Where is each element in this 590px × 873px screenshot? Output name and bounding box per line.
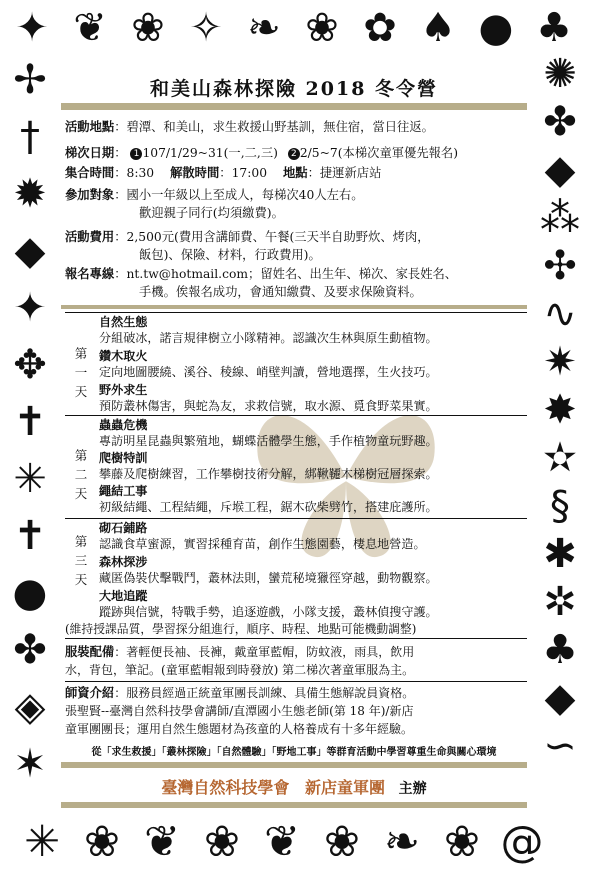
participants-line2: 歡迎親子同行(均須繳費)。 (139, 206, 284, 220)
location-row: 活動地點：碧潭、和美山，求生救援山野基訓，無住宿，當日往返。 (65, 120, 434, 134)
activity: 森林探涉 藏匿偽裝伏擊戰鬥，叢林法則，蠻荒秘境獵徑穿越，動物觀察。 (99, 555, 438, 585)
cricket-icon: ✲ (543, 579, 577, 625)
participants-line1: 國小一年級以上至成人，每梯次40人左右。 (126, 188, 364, 202)
day-label: 第 二 天 (74, 448, 88, 501)
mantis-icon: ✣ (543, 243, 577, 289)
spider-icon: ✳ (23, 816, 61, 867)
activity: 砌石鋪路 認識食草蜜源，實習採種育苗，創作生態園藝，棲息地營造。 (99, 521, 426, 551)
fee-line1: 2,500元(費用含講師費、午餐(三天半自助野炊、烤肉， (126, 230, 430, 244)
termite-icon: ✱ (543, 531, 577, 577)
leafhopper-icon: ✫ (543, 435, 577, 481)
frog-icon: ♣ (542, 627, 578, 673)
dates-value-1: 107/1/29~31(一,二,三) (142, 146, 278, 160)
flea-icon: ✺ (543, 51, 577, 97)
fee-row: 活動費用：2,500元(費用含講師費、午餐(三天半自助野炊、烤肉， 飯包)、保險、材料，行政費用)。 (65, 230, 430, 262)
cockroach-icon: ✥ (13, 342, 47, 388)
participants-label: 參加對象 (65, 188, 115, 202)
signup-row: 報名專線：nt.tw@hotmail.com；留姓名、出生年、梯次、家長姓名、 手機。俟報名成功，會通知繳費、及要求保險資料。 (65, 267, 458, 299)
activity: 大地追蹤 蹤跡與信號，特戰手勢，追逐遊戲，小隊支援，叢林偵搜守護。 (99, 589, 438, 619)
organizer-host: 主辦 (398, 781, 427, 797)
ladybug-icon: ● (12, 570, 48, 616)
mosquito-icon: ✢ (13, 57, 47, 103)
plant-icon: ❦ (73, 5, 107, 51)
divider (61, 103, 527, 110)
dragonfly-icon: ✝ (13, 399, 47, 445)
ant-icon: ⁂ (540, 195, 580, 241)
pinecone-icon: ♣ (536, 5, 572, 51)
beetle-icon: ◆ (544, 675, 576, 721)
grasshopper-icon: ✤ (543, 99, 577, 145)
schedule-divider (65, 312, 527, 313)
mushroom-icon: ♠ (420, 5, 456, 51)
fern-icon: ❦ (263, 816, 301, 867)
activity: 爬樹特訓 攀藤及爬樹練習，工作攀樹技術分解，綁鞦韆木梯樹冠層探索。 (99, 451, 438, 481)
gather-time-value: 8:30 (126, 166, 155, 180)
divider (61, 802, 527, 808)
schedule-divider (65, 638, 527, 639)
participants-row: 參加對象：國小一年級以上至成人，每梯次40人左右。 歡迎親子同行(均須繳費)。 (65, 188, 364, 220)
leaf-icon: ❧ (383, 816, 421, 867)
organizer-2: 新店童軍團 (305, 778, 386, 797)
flower-icon: ❀ (323, 816, 361, 867)
caterpillar-icon: ∿ (543, 291, 577, 337)
instructor-line2: 張聖賢--臺灣自然科技學會講師/直潭國小生態老師(第 18 年)/新店 (65, 704, 414, 718)
bullet-1: 1 (130, 148, 142, 160)
equipment-label: 服裝配備 (65, 645, 115, 659)
instructor-line3: 童軍團團長；運用自然生態題材為孩童的人格養成有十多年經驗。 (65, 722, 414, 736)
organizer-1: 臺灣自然科技學會 (161, 778, 290, 797)
instructor-label: 師資介紹 (65, 686, 115, 700)
day-label: 第 一 天 (74, 346, 88, 399)
times-row: 集合時間：8:30 解散時間：17:00 地點：捷運新店站 (65, 166, 382, 180)
footer-note: 從「求生救援」「叢林探險」「自然體驗」「野地工事」等群育活動中學習尊重生命與關心環境 (91, 747, 497, 758)
plant-icon: ❦ (143, 816, 181, 867)
divider (61, 762, 527, 768)
dragonfly-icon: ✝ (13, 513, 47, 559)
snake-icon: § (550, 483, 570, 529)
flower-icon: ❀ (131, 5, 165, 51)
equipment-row: 服裝配備：著輕便長袖、長褲，戴童軍藍帽，防蚊液，雨具，飲用 水，背包，筆記。(童軍藍帽報到時發放) 第二梯次著童軍服為主。 (65, 645, 415, 677)
schedule-note: (維持授課品質，學習探分組進行，順序、時程、地點可能機動調整) (65, 622, 417, 636)
cicada-icon: ✷ (543, 339, 577, 385)
schedule-divider (65, 415, 527, 416)
activity: 繩結工事 初級結繩、工程結繩，斥堠工程，鋸木砍柴劈竹，搭建庇護所。 (99, 484, 438, 514)
signup-label: 報名專線 (65, 267, 115, 281)
dates-row: 梯次日期： 1 107/1/29~31(一,二,三) 2 2/5~7(本梯次童軍優先報名) (65, 146, 459, 160)
schedule-divider (65, 681, 527, 682)
gather-time-label: 集合時間 (65, 166, 115, 180)
beetle-icon: ◆ (544, 147, 576, 193)
spider-icon: ✳ (13, 456, 47, 502)
bug-icon: ✶ (13, 741, 47, 787)
butterfly-icon: ✦ (15, 5, 49, 51)
location-label: 活動地點 (65, 120, 115, 134)
dismiss-time-label: 解散時間 (170, 166, 220, 180)
activity: 蟲蟲危機 專訪明星昆蟲與繁殖地，蝴蝶活體學生態，手作植物童玩野趣。 (99, 418, 438, 448)
page-title: 和美山森林探險 2018 冬令營 (149, 78, 439, 100)
signup-line2: 手機。俟報名成功，會通知繳費、及要求保險資料。 (139, 285, 422, 299)
divider (61, 305, 527, 309)
larva-icon: ∽ (543, 723, 577, 769)
butterfly-icon: ✦ (13, 285, 47, 331)
activity: 野外求生 預防叢林傷害，與蛇為友，求救信號，取水源、覓食野菜果實。 (99, 383, 438, 413)
activity: 鑽木取火 定向地圖腰繞、溪谷、稜線、峭壁判讀，營地選擇，生火技巧。 (99, 349, 438, 379)
place-value: 捷運新店站 (319, 166, 382, 180)
flower-icon: ❀ (443, 816, 481, 867)
instructor-line1: 服務員經過正統童軍團長訓練、具備生態解說員資格。 (126, 686, 415, 700)
dates-label: 梯次日期 (65, 146, 115, 160)
organizer-line (61, 775, 527, 798)
signup-line1: nt.tw@hotmail.com；留姓名、出生年、梯次、家長姓名、 (126, 267, 458, 281)
place-label: 地點 (282, 166, 308, 180)
location-value: 碧潭、和美山，求生救援山野基訓，無住宿，當日往返。 (126, 120, 434, 134)
equipment-line1: 著輕便長袖、長褲，戴童軍藍帽，防蚊液，雨具，飲用 (126, 645, 415, 659)
bullet-2: 2 (288, 148, 300, 160)
grasshopper-icon: ✤ (13, 627, 47, 673)
activity: 自然生態 分組破冰，諾言規律樹立小隊精神。認識次生林與原生動植物。 (99, 315, 438, 345)
day-label: 第 三 天 (74, 534, 88, 587)
beetle-icon: ◆ (14, 228, 46, 274)
weevil-icon: ◈ (14, 684, 46, 730)
bee-icon: ✹ (13, 171, 47, 217)
grass-icon: ✧ (189, 5, 223, 51)
snail-icon: @ (500, 816, 544, 867)
insect-icon: ✸ (543, 387, 577, 433)
flower-icon: ❀ (203, 816, 241, 867)
fee-line2: 飯包)、保險、材料，行政費用)。 (139, 248, 321, 262)
fruit-icon: ● (478, 5, 514, 51)
seed-pod-icon: ✿ (363, 5, 397, 51)
flower-icon: ❀ (305, 5, 339, 51)
dates-value-2: 2/5~7(本梯次童軍優先報名) (299, 146, 459, 160)
flower-icon: ❀ (83, 816, 121, 867)
stick-insect-icon: † (20, 114, 40, 160)
equipment-line2: 水，背包，筆記。(童軍藍帽報到時發放) 第二梯次著童軍服為主。 (65, 663, 415, 677)
dismiss-time-value: 17:00 (231, 166, 268, 180)
flyer-panel (61, 62, 527, 811)
instructor-row: 師資介紹：服務員經過正統童軍團長訓練、具備生態解說員資格。 張聖賢--臺灣自然科技學會講師/直潭國小生態老師(第 18 年)/新店 童軍團團長；運用自然生態題材為孩童的人格養成有十多年經驗。 (65, 686, 415, 736)
schedule-divider (65, 518, 527, 519)
leaf-icon: ❧ (247, 5, 281, 51)
fee-label: 活動費用 (65, 230, 115, 244)
